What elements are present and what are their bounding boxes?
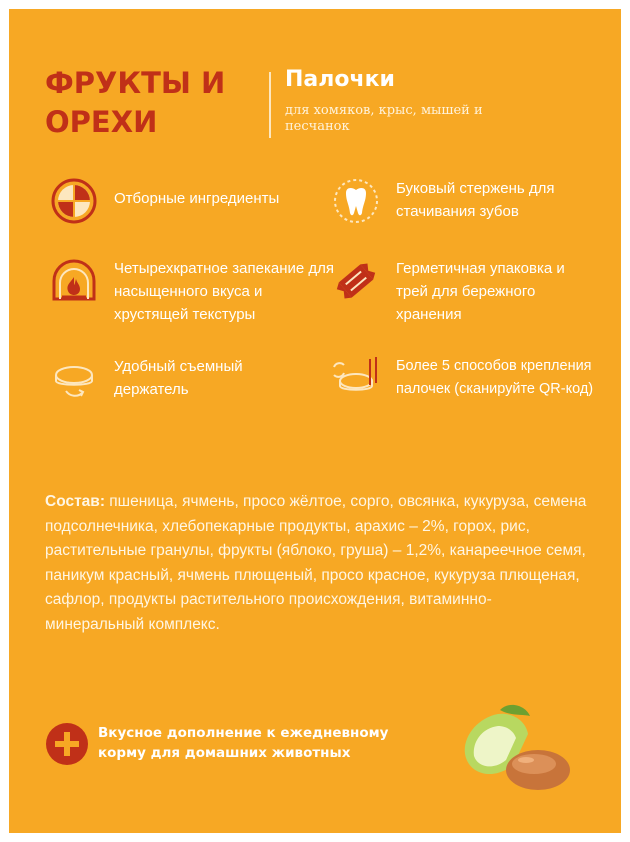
- feature-tooth: [330, 177, 590, 225]
- feature-text: Более 5 способов крепления палочек (сканируйте QR-код): [396, 358, 594, 397]
- mount-icon: [330, 355, 382, 403]
- feature-holder: [48, 355, 313, 403]
- brand-title: ФРУКТЫ И ОРЕХИ: [45, 66, 226, 139]
- feature-text: Отборные ингредиенты: [114, 190, 280, 207]
- ingredients-icon: [48, 177, 100, 225]
- composition-label: Состав:: [45, 493, 105, 510]
- composition-body: пшеница, ячмень, просо жёлтое, сорго, овсянка, кукуруза, семена подсолнечника, хлебопекарные продукты, арахис – 2%, горох, рис, растительные гранулы, фрукты (яблоко, груша) – 1,2%, канареечное семя, паникум красный, ячмень плющеный, просо красное, кукуруза плющеная, сафлор, продукты растительного происхождения, витаминно-минеральный комплекс.: [45, 493, 587, 633]
- feature-package: [330, 257, 590, 326]
- apple-nut-illustration: [456, 700, 574, 800]
- plus-icon: [46, 723, 88, 765]
- divider-line: [269, 72, 271, 138]
- feature-text: Четырехкратное запекание для насыщенного вкуса и хрустящей текстуры: [114, 260, 334, 323]
- product-subtitle: для хомяков, крыс, мышей и песчанок: [285, 103, 483, 134]
- bottom-tagline: Вкусное дополнение к ежедневному корму для домашних животных: [98, 725, 389, 761]
- feature-text: Буковый стержень для стачивания зубов: [396, 180, 555, 220]
- oven-icon: [48, 257, 100, 305]
- composition-text: [45, 490, 590, 637]
- feature-ingredients: [48, 177, 313, 225]
- holder-icon: [48, 355, 100, 403]
- feature-text: Удобный съемный держатель: [114, 358, 243, 398]
- feature-text: Герметичная упаковка и трей для бережного хранения: [396, 260, 565, 323]
- feature-mount: [330, 355, 605, 403]
- tooth-icon: [330, 177, 382, 225]
- package-icon: [330, 257, 382, 305]
- feature-baking: [48, 257, 338, 326]
- product-name: Палочки: [285, 67, 395, 92]
